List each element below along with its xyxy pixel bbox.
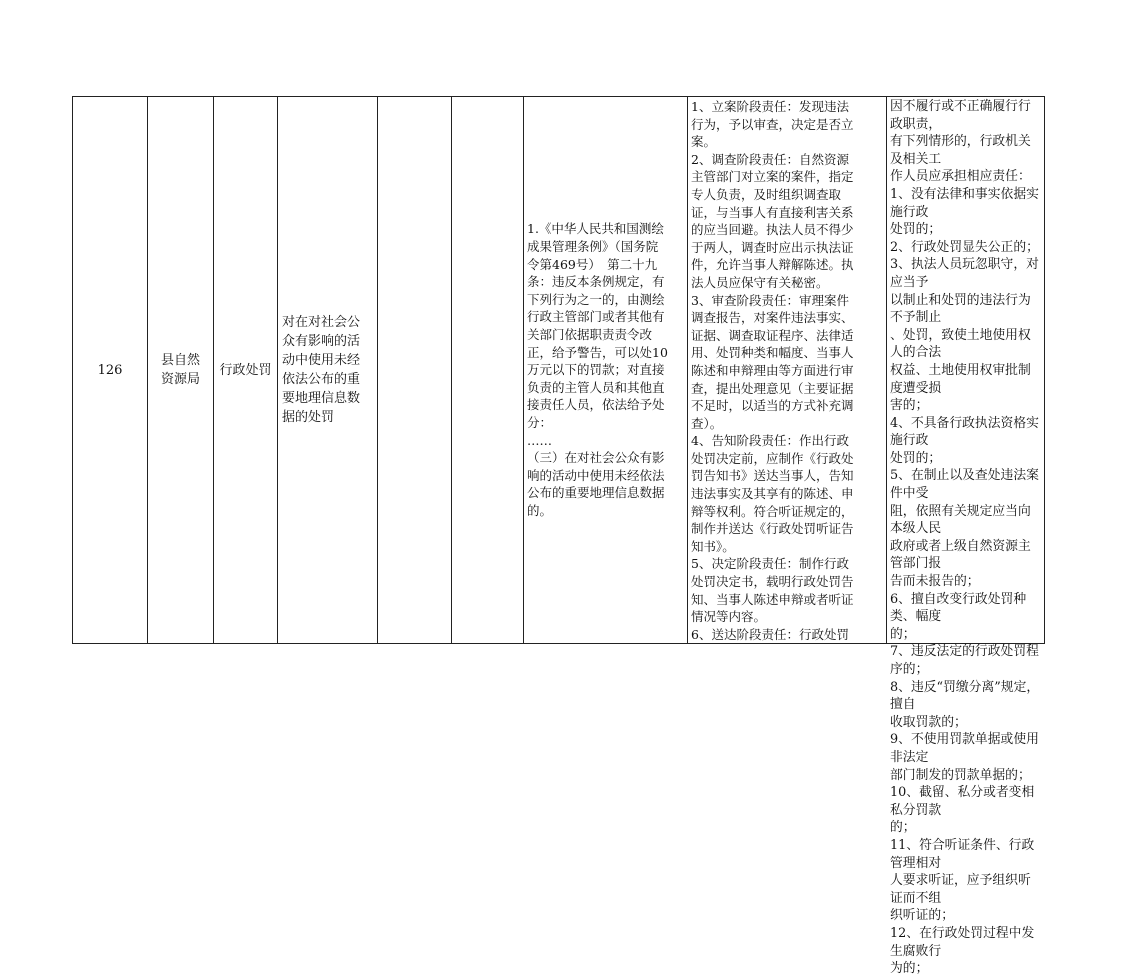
cell-category bbox=[214, 97, 278, 643]
cell-responsibility bbox=[688, 97, 887, 643]
cell-sub-item bbox=[378, 97, 452, 643]
legal-basis: 1.《中华人民共和国测绘 成果管理条例》（国务院 令第469号） 第二十九 条：违反本条例规定，有 下列行为之一的，由测绘 行政主管部门或者其他有 关部门依据职责责令改 正，给予警告，可以处10 万元以下的罚款；对直接 负责的主管人员和其他直 接责任人员，依法给予处 分： …… （三）在对社会公众有影 响的活动中使用未经依法 公布的重要地理信息数据 的。 bbox=[527, 221, 668, 518]
cell-number bbox=[73, 97, 148, 643]
responsibility-text: 1、立案阶段责任：发现违法 行为，予以审查，决定是否立 案。 2、调查阶段责任：自然资源 主管部门对立案的案件，指定 专人负责，及时组织调查取 证，与当事人有直接利害关系 的应当回避。执法人员不得少 于两人，调查时应出示执法证 件，允许当事人辩解陈述。执 法人员应保守有关秘密。 3、审查阶段责任：审理案件 调查报告，对案件违法事实、 证据、调查取证程序、法律适 用、处罚种类和幅度、当事人 陈述和申辩理由等方面进行审 查，提出处理意见（主要证据 不足时，以适当的方式补充调 查）。 4、告知阶段责任：作出行政 处罚决定前，应制作《行政处 罚告知书》送达当事人，告知 违法事实及其享有的陈述、申 辩等权利。符合听证规定的， 制作并送达《行政处罚听证告 知书》。 5、决定阶段责任：制作行政 处罚决定书，载明行政处罚告 知、当事人陈述申辩或者听证 情况等内容。 6、送达阶段责任：行政处罚 bbox=[691, 99, 854, 642]
cell-item-name bbox=[278, 97, 378, 643]
department-name: 县自然 资源局 bbox=[160, 353, 200, 387]
cell-accountability bbox=[887, 97, 1044, 977]
power-category: 行政处罚 bbox=[219, 362, 272, 378]
sub-item bbox=[378, 99, 386, 118]
cell-blank bbox=[452, 97, 524, 643]
responsibility-table bbox=[72, 96, 1045, 977]
row-number: 126 bbox=[97, 362, 123, 378]
cell-department bbox=[148, 97, 214, 643]
accountability-text: 因不履行或不正确履行行政职责， 有下列情形的，行政机关及相关工 作人员应承担相应责任： 1、没有法律和事实依据实施行政 处罚的； 2、行政处罚显失公正的； 3、执法人员玩忽职守，对应当予 以制止和处罚的违法行为不予制止 、处罚，致使土地使用权人的合法 权益、土地使用权审批制度遭受损 害的； 4、不具备行政执法资格实施行政 处罚的； 5、在制止以及查处违法案件中受 阻，依照有关规定应当向本级人民 政府或者上级自然资源主管部门报 告而未报告的； 6、擅自改变行政处罚种类、幅度 的； 7、违反法定的行政处罚程序的； 8、违反“罚缴分离”规定，擅自 收取罚款的； 9、不使用罚款单据或使用非法定 部门制发的罚款单据的； 10、截留、私分或者变相私分罚款 的； 11、符合听证条件、行政管理相对 人要求听证，应予组织听证而不组 织听证的； 12、在行政处罚过程中发生腐败行 为的； bbox=[890, 99, 1040, 977]
item-name: 对在对社会公 众有影响的活 动中使用未经 依法公布的重 要地理信息数 据的处罚 bbox=[282, 315, 361, 425]
cell-legal-basis bbox=[524, 97, 688, 643]
